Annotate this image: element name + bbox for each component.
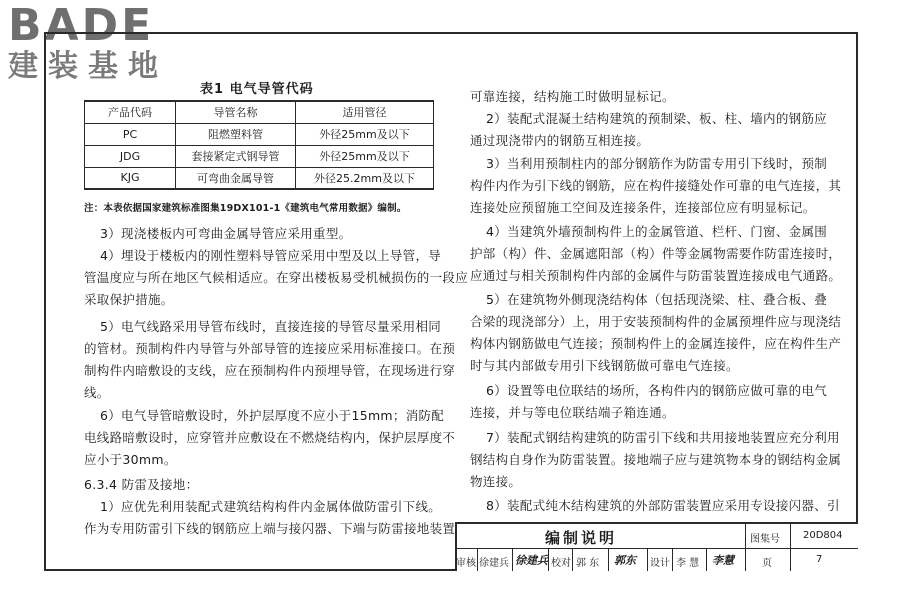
table-cell: 阻燃塑料管 [176,123,296,145]
paragraph [470,86,675,108]
title-block-divider [672,549,673,571]
text-line: 6.3.4 防雷及接地： [84,477,199,492]
text-line: 构体内钢筋做电气连接；预制构件上的金属连接件，应在构件生产 [470,336,842,351]
table-title: 表1 电气导管代码 [200,82,314,97]
conduit-code-table [84,100,434,190]
title-block-divider [745,522,746,571]
title-block-divider [608,549,609,571]
text-line: 钢结构自身作为防雷装置。接地端子应与建筑物本身的钢结构金属 [470,452,842,467]
section-heading [84,474,198,496]
paragraph [100,223,351,245]
paragraph [84,496,455,540]
text-line: 4）埋设于楼板内的刚性塑料导管应采用中型及以上导管，导 [100,248,442,263]
text-line: 应小于30mm。 [84,452,177,467]
text-line: 电线路暗敷设时，应穿管并应敷设在不燃烧结构内，保护层厚度不 [84,430,456,445]
text-line: 制构件内暗敷设的支线，应在预制构件内预埋导管，在现场进行穿 [84,363,456,378]
page-number: 7 [816,554,823,565]
text-line: 的管材。预制构件内导管与外部导管的连接应采用标准接口。在预 [84,341,456,356]
text-line: 5）电气线路采用导管布线时，直接连接的导管尽量采用相同 [100,319,442,334]
text-line: 线。 [84,385,110,400]
text-line: 6）设置等电位联结的场所，各构件内的钢筋应做可靠的电气 [486,383,828,398]
text-line: 可靠连接，结构施工时做明显标记。 [470,89,675,104]
page-label: 页 [762,558,772,569]
table-cell: JDG [85,145,176,167]
table-row [85,123,434,145]
title-block-divider [706,549,707,571]
check-label: 校对 [551,558,571,569]
text-line: 时与其内部做专用引下线钢筋做可靠电气连接。 [470,358,739,373]
title-block-divider [572,549,573,571]
text-line: 应通过与相关预制构件内部的金属件与防雷装置连接成电气通路。 [470,268,842,283]
review-name: 徐建兵 [479,558,509,569]
design-label: 设计 [650,558,670,569]
review-signature: 徐建兵 [515,554,548,567]
table-header-cell: 产品代码 [85,101,176,123]
text-line: 连接处应预留施工空间及连接条件，连接部位应有明显标记。 [470,200,816,215]
text-line: 3）当利用预制柱内的部分钢筋作为防雷专用引下线时，预制 [486,156,828,171]
text-line: 8）装配式纯木结构建筑的外部防雷装置应采用专设接闪器、引 [486,498,840,513]
text-line: 1）应优先利用装配式建筑结构构件内金属体做防雷引下线。 [100,499,442,514]
paragraph [470,221,841,287]
paragraph [470,153,841,219]
text-line: 5）在建筑物外侧现浇结构体（包括现浇梁、柱、叠合板、叠 [486,292,828,307]
table-header-cell: 导管名称 [176,101,296,123]
text-line: 采取保护措施。 [84,292,174,307]
text-line: 护部（构）件、金属遮阳部（构）件等金属物需要作防雷连接时， [470,246,842,261]
table-cell: PC [85,123,176,145]
title-block-divider [477,549,478,571]
logo-text-en: BADE [8,0,155,51]
title-block-title: 编制说明 [545,529,618,547]
table-note: 注：本表依据国家建筑标准图集19DX101-1《建筑电气常用数据》编制。 [84,203,407,214]
design-name: 李 慧 [676,558,700,569]
table-cell: 外径25.2mm及以下 [296,167,434,189]
paragraph [470,495,840,517]
title-block-divider [512,549,513,571]
text-line: 物连接。 [470,474,522,489]
title-block-divider [455,548,858,549]
text-line: 6）电气导管暗敷设时，外护层厚度不应小于15mm；消防配 [100,408,445,423]
paragraph [84,405,455,471]
atlas-label: 图集号 [750,534,780,545]
text-line: 7）装配式钢结构建筑的防雷引下线和共用接地装置应充分利用 [486,430,840,445]
logo-text-cn: 建装基地 [8,49,168,84]
table-header-cell: 适用管径 [296,101,434,123]
title-block-divider [790,522,791,571]
table-cell: 外径25mm及以下 [296,145,434,167]
text-line: 4）当建筑外墙预制构件上的金属管道、栏杆、门窗、金属围 [486,224,828,239]
text-line: 合梁的现浇部分）上，用于安装预制构件的金属预埋件应与现浇结 [470,314,842,329]
table-cell: KJG [85,167,176,189]
text-line: 连接，并与等电位联结端子箱连通。 [470,405,675,420]
text-line: 通过现浇带内的钢筋互相连接。 [470,133,650,148]
table-header-row [85,101,434,123]
text-line: 3）现浇楼板内可弯曲金属导管应采用重型。 [100,226,352,241]
paragraph [84,245,468,311]
check-name: 郭 东 [576,558,600,569]
paragraph [470,380,827,424]
table-row [85,145,434,167]
table-cell: 可弯曲金属导管 [176,167,296,189]
text-line: 作为专用防雷引下线的钢筋应上端与接闪器、下端与防雷接地装置 [84,521,456,536]
review-label: 审核 [456,558,476,569]
design-signature: 李慧 [712,554,734,567]
text-line: 管温度应与所在地区气候相适应。在穿出楼板易受机械损伤的一段应 [84,270,469,285]
table-row [85,167,434,189]
text-line: 2）装配式混凝土结构建筑的预制梁、板、柱、墙内的钢筋应 [486,111,828,126]
paragraph [84,316,455,404]
paragraph [470,427,841,493]
paragraph [470,289,841,377]
title-block-divider [647,549,648,571]
table-cell: 套接紧定式钢导管 [176,145,296,167]
title-block-divider [548,549,549,571]
check-signature: 郭东 [614,554,636,567]
text-line: 构件内作为引下线的钢筋，应在构件接缝处作可靠的电气连接，其 [470,178,842,193]
atlas-number: 20D804 [803,530,843,541]
paragraph [470,108,827,152]
table-cell: 外径25mm及以下 [296,123,434,145]
